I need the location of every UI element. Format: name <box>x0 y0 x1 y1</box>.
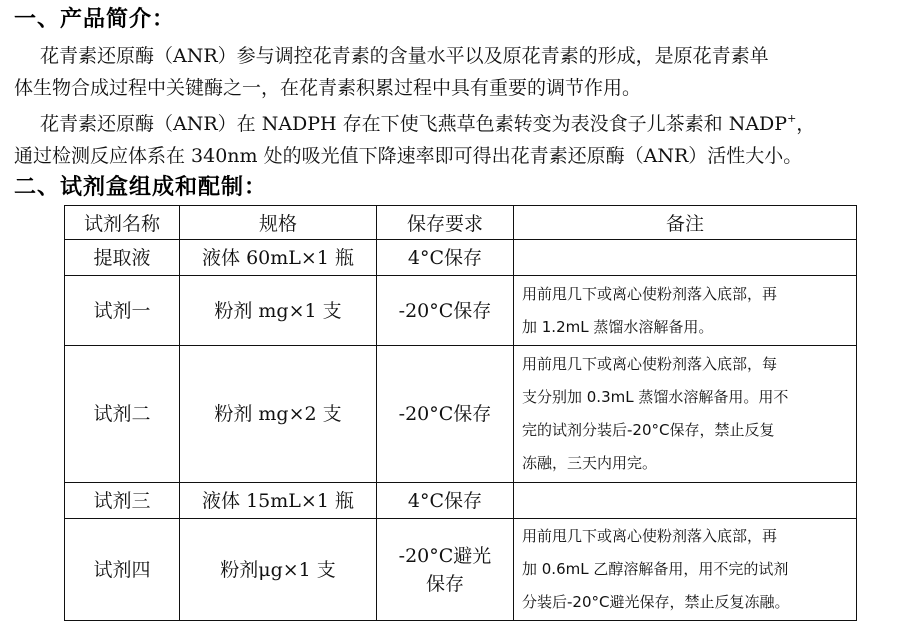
cell-name: 试剂三 <box>65 483 180 519</box>
table-row <box>65 240 857 276</box>
intro-paragraph-2 <box>14 108 910 172</box>
storage-line: 4°C保存 <box>407 246 483 269</box>
reagent-table <box>64 205 857 621</box>
section-heading-intro: 一、产品简介： <box>14 7 176 32</box>
cell-note <box>514 483 857 519</box>
storage-line: 保存 <box>425 572 464 595</box>
intro-paragraph-2-line-1-text: 花青素还原酶（ANR）在 NADPH 存在下使飞燕草色素转变为表没食子儿茶素和 NADP <box>40 113 788 135</box>
cell-name: 试剂二 <box>65 346 180 483</box>
note-line: 完的试剂分装后-20°C保存，禁止反复 <box>522 421 775 439</box>
intro-paragraph-1-line-1: 花青素还原酶（ANR）参与调控花青素的含量水平以及原花青素的形成，是原花青素单 <box>40 45 769 67</box>
table-header-row <box>65 206 857 240</box>
note-line: 用前甩几下或离心使粉剂落入底部，再 <box>522 284 778 303</box>
note-line: 支分别加 0.3mL 蒸馏水溶解备用。用不 <box>522 388 789 406</box>
cell-name: 提取液 <box>65 240 180 276</box>
header-name: 试剂名称 <box>65 206 180 240</box>
intro-paragraph-1 <box>14 40 910 104</box>
note-line: 加 1.2mL 蒸馏水溶解备用。 <box>522 317 714 336</box>
cell-storage <box>377 276 514 346</box>
header-storage: 保存要求 <box>377 206 514 240</box>
storage-line: -20°C保存 <box>398 403 492 425</box>
table-row <box>65 519 857 621</box>
intro-paragraph-2-line-1-punct: ， <box>796 113 816 135</box>
cell-storage <box>377 346 514 483</box>
note-line: 冻融，三天内用完。 <box>522 454 658 472</box>
cell-note <box>514 346 857 483</box>
section-heading-kit: 二、试剂盒组成和配制： <box>14 175 268 200</box>
cell-spec: 液体 60mL×1 瓶 <box>180 240 377 276</box>
cell-storage <box>377 240 514 276</box>
cell-storage <box>377 519 514 621</box>
cell-spec: 液体 15mL×1 瓶 <box>180 483 377 519</box>
intro-paragraph-2-line-1 <box>14 108 910 140</box>
note-line: 用前甩几下或离心使粉剂落入底部，每 <box>522 355 778 373</box>
note-line: 用前甩几下或离心使粉剂落入底部，再 <box>522 527 778 545</box>
table-row <box>65 276 857 346</box>
cell-storage <box>377 483 514 519</box>
table-row <box>65 483 857 519</box>
header-note: 备注 <box>514 206 857 240</box>
storage-line: -20°C保存 <box>398 299 492 322</box>
storage-line: -20°C避光 <box>398 544 492 567</box>
cell-name: 试剂四 <box>65 519 180 621</box>
cell-note <box>514 519 857 621</box>
cell-spec: 粉剂μg×1 支 <box>180 519 377 621</box>
cell-note <box>514 240 857 276</box>
intro-paragraph-2-line-2: 通过检测反应体系在 340nm 处的吸光值下降速率即可得出花青素还原酶（ANR）活性大小。 <box>14 145 803 167</box>
cell-spec: 粉剂 mg×2 支 <box>180 346 377 483</box>
cell-spec: 粉剂 mg×1 支 <box>180 276 377 346</box>
cell-note <box>514 276 857 346</box>
cell-name: 试剂一 <box>65 276 180 346</box>
note-line: 加 0.6mL 乙醇溶解备用，用不完的试剂 <box>522 560 789 578</box>
storage-line: 4°C保存 <box>407 489 483 512</box>
superscript-plus: + <box>787 112 797 125</box>
intro-paragraph-1-line-2: 体生物合成过程中关键酶之一，在花青素积累过程中具有重要的调节作用。 <box>14 77 642 99</box>
table-row <box>65 346 857 483</box>
header-spec: 规格 <box>180 206 377 240</box>
note-line: 分装后-20°C避光保存，禁止反复冻融。 <box>522 593 790 611</box>
